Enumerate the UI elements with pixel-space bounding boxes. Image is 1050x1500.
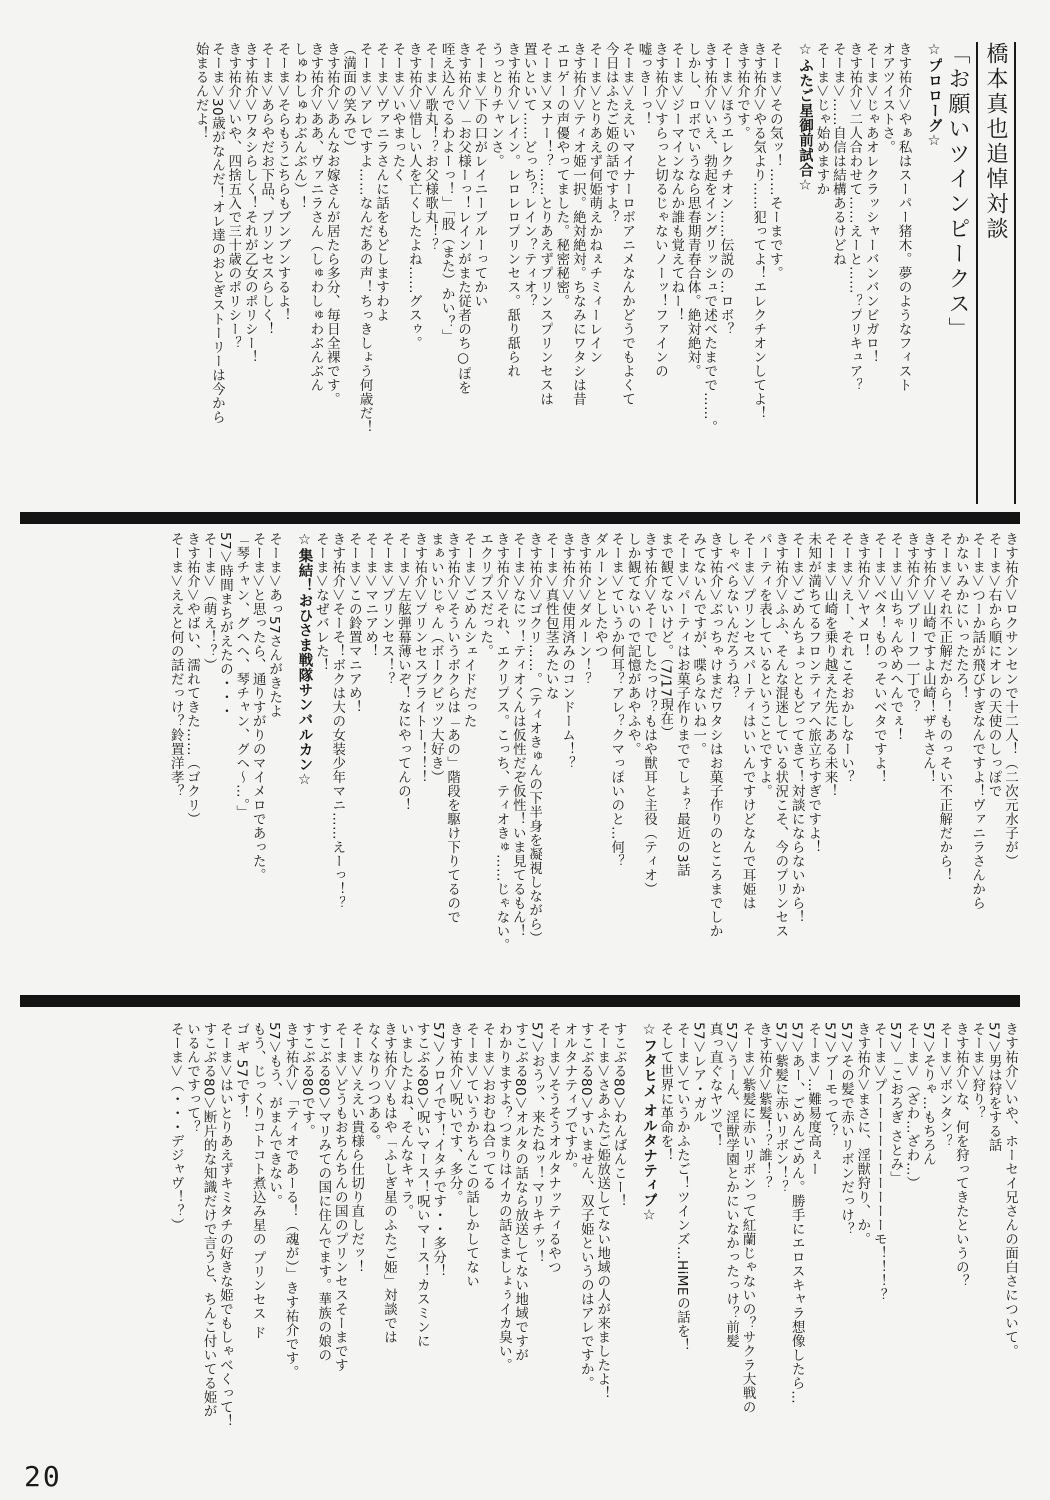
dialogue-line: パーティを表しているということですよ。	[755, 532, 772, 798]
dialogue-line: そーま＞（・・・デジャヴ！？）	[167, 1022, 184, 1232]
dialogue-line: わかりますよ？つまりはイカの話さましょぅイカ臭い。	[495, 1022, 512, 1372]
dialogue-line: そーま＞真性包茎みたいな	[542, 532, 559, 700]
dialogue-line: きす祐介＞ああ、ヴァニラさん（しゅわしゅわぶんぶん	[307, 42, 324, 392]
dialogue-line: オアツイストさ。	[879, 42, 896, 154]
dialogue-line: 未知が満ちてるフロンティアへ旅立ちすぎですよ！	[805, 532, 822, 854]
dialogue-line: きす祐介＞やばい、濡れてきた……（ゴクリ）	[184, 532, 201, 826]
dialogue-line: そーま＞プーーーーーーーーーーモ！！！？	[870, 1022, 887, 1302]
dialogue-section-3	[48, 1022, 1018, 1458]
dialogue-line: そーま＞とりあえず何姫萌えかねぇチミィーレイン	[586, 42, 603, 364]
dialogue-line: きす祐介＞山崎ですよ山崎！ザキさん！	[919, 532, 936, 784]
dialogue-section-1	[48, 42, 1018, 504]
dialogue-line: 57＞ブーモって？	[821, 1022, 838, 1139]
dialogue-line: きす祐介＞いえ、勃起をイングリッシュで述べたまでで……。	[701, 42, 718, 434]
dialogue-line: そーま＞（ざわ…ざわ…）	[903, 1022, 920, 1190]
dialogue-line: きす祐介＞ぶっちゃけまだワタシはお菓子作りのところまでしか	[706, 532, 723, 938]
dialogue-line: きす祐介＞「お父様ーっ！レインがまた従者のち○ぽを	[455, 42, 472, 395]
dialogue-line: 置いといて……どっち？レイン？ティオ？	[520, 42, 537, 308]
dialogue-line: そーま＞あっ57さんがきたよ	[266, 532, 283, 719]
dialogue-line: そーま＞山崎を乗り越えた先にある未来！	[821, 532, 838, 798]
dialogue-line: そーま＞山ちゃんやめへんでぇ！	[887, 532, 904, 742]
dialogue-line: そーま＞左舷弾幕薄いぞ！なにやってんの！	[394, 532, 411, 812]
dialogue-line: そーま＞その気ッ！……そーまです。	[766, 42, 783, 280]
dialogue-line: 57＞あー、ごめんごめん。勝手にエロスキャラ想像したら…	[788, 1022, 805, 1405]
dialogue-line: すこぶる80＞わんばんこー！	[610, 1022, 627, 1209]
dialogue-line: そーま＞つーか話が飛びすぎなんですよ！ヴァニラさんから	[969, 532, 986, 910]
dialogue-line: きす祐介＞ロクサンセンで十二人！（二次元水子が）	[1002, 532, 1018, 868]
dialogue-line: そーま＞えー、それこそおかしなーい？	[837, 532, 854, 784]
dialogue-line: すこぶる80＞断片的な知識だけで言うと、ちんこ付いてる姫が	[200, 1022, 217, 1419]
dialogue-line: そーま＞さあふたご姫放送してない地域の人が来ましたよ！	[594, 1022, 611, 1400]
dialogue-line: まぁいいじゃん（ボークビッツ大好き）	[427, 532, 444, 784]
dialogue-line: そーま＞ジーマインなんか誰も覚えてねー！	[668, 42, 685, 322]
dialogue-line: そーま＞ほうエレクチオン……伝説の…ロボ？	[717, 42, 734, 336]
dialogue-line: そーま＞下の口がレイニーブルーってかい	[471, 42, 488, 308]
dialogue-line: そーま＞ごめんちょっともどってきて！対談にならないから！	[788, 532, 805, 924]
dialogue-line: そーま＞30歳がなんだ！オレ達のおとぎストーリーは今から	[208, 42, 225, 425]
dialogue-line: すこぶる80＞すいません、双子姫というのはアレですか。	[577, 1022, 594, 1391]
dialogue-line: いるんですって？	[184, 1022, 201, 1134]
dialogue-line: そーま＞ごめんシェイドだった	[460, 532, 477, 728]
article-main-title: 「お願いツインピークス」	[942, 42, 978, 504]
dialogue-line: そーま＞アレですよ……なんだあの声！ちっきしょう何歳だ！	[356, 42, 373, 434]
dialogue-line: いましたよね、そんなキャラ。	[397, 1022, 414, 1218]
dialogue-line: きす祐介＞惜しい人を亡くしたよね……グスゥ。	[405, 42, 422, 350]
dialogue-line: そーま＞ていうかふたご！ツインズ…HiMEの話を！	[673, 1022, 690, 1352]
dialogue-line: きす祐介＞ワタシらしく！それが乙女のポリシー！	[241, 42, 258, 364]
dialogue-line: きす祐介＞呪いです、多分。	[446, 1022, 463, 1204]
dialogue-line: 57＞そりゃ…もちろん	[919, 1022, 936, 1167]
dialogue-line: すこぶる80＞マリみての国に住んでます。華族の娘の	[315, 1022, 332, 1363]
dialogue-line: きす祐介＞いや、四捨五入で三十歳のポリシー？	[225, 42, 242, 350]
dialogue-line: そーま＞なにッ！ティオくんは仮性だぞ仮性！いま見てるもん！	[509, 532, 526, 938]
dialogue-line: そーま＞じゃ始めますか	[813, 42, 830, 196]
dialogue-line: もう、じっくりコトコト煮込み星の プリンセス ド	[249, 1022, 266, 1340]
page-number: 20	[24, 1460, 62, 1493]
dialogue-section-2	[48, 532, 1018, 990]
dialogue-line: 嘘っきーっ！	[635, 42, 652, 126]
dialogue-line: きす祐介＞いや、ホーセイ兄さんの面白さについて。	[1002, 1022, 1018, 1358]
dialogue-line: そーま＞あらやだお下品、プリンセスらしく！	[258, 42, 275, 336]
dialogue-line: そーま＞じゃあオレクラッシャーバンバンビガロ！	[862, 42, 879, 364]
dialogue-line: そーま＞狩り？	[969, 1022, 986, 1120]
dialogue-line: そーま＞紫髪に赤いリボンって紅蘭じゃないの？サクラ大戦の	[739, 1022, 756, 1414]
dialogue-line: きす祐介＞やぁ私はスーパー猪木。夢のようなフィスト	[895, 42, 912, 392]
dialogue-line: うっとりチャンさ。	[487, 42, 504, 168]
dialogue-line: そーま＞ヌナー！？……とりあえずプリンスプリンセスは	[537, 42, 554, 406]
dialogue-line: きす祐介＞もはや「ふしぎ星のふたご姫」対談では	[380, 1022, 397, 1344]
dialogue-line: しゃべらないんだろうね？	[723, 532, 740, 700]
dialogue-line: 57＞うーん、淫獣学園とかにいなかったっけ？前髪	[723, 1022, 740, 1349]
dialogue-line: そーま＞マニアめ！	[362, 532, 379, 658]
dialogue-line: 始まるんだよ！	[192, 42, 209, 140]
dialogue-line: きす祐介＞使用済みのコンドーム！？	[559, 532, 576, 770]
dialogue-line: 57＞もう、がまんできない。	[266, 1022, 283, 1209]
dialogue-line: そーま＞どうもおちんちんの国のプリンセスそーまです	[331, 1022, 348, 1372]
dialogue-line: きす祐介＞あんなお嫁さんが居たら多分、毎日全裸です。	[323, 42, 340, 406]
dialogue-line: きす祐介＞レイン。レロレロプリンセス。舐り舐られ	[504, 42, 521, 378]
dialogue-line: そーま＞おおむね合ってる	[479, 1022, 496, 1190]
dialogue-line: そーま＞そらもうこちらもブンブンするよ！	[274, 42, 291, 322]
dialogue-line: きす祐介＞ヤメロ！	[854, 532, 871, 658]
dialogue-line: ダルーンとしたやつ	[591, 532, 608, 658]
dialogue-line: きす祐介＞プリンセスブライトー！！！	[411, 532, 428, 784]
section-heading-prologue: ☆プロローグ☆	[926, 42, 942, 150]
dialogue-line: 今日はふたご姫の話ですよ？	[602, 42, 619, 224]
dialogue-line: きす祐介＞そーそ！ボクは大の女装少年マニ……えーっ！？	[329, 532, 346, 910]
dialogue-line: そーま＞歌丸！？お父様歌丸！？	[422, 42, 439, 252]
dialogue-line: 「琴チャン、グヘヘ、琴チャン、グヘ〜…。」	[233, 532, 250, 820]
dialogue-line: 57＞その髪で赤いリボンだっけ？	[837, 1022, 854, 1237]
dialogue-line: ゴ ギ 57です！	[233, 1022, 250, 1120]
dialogue-line: きす祐介です。	[733, 42, 750, 140]
dialogue-line: （満面の笑みで）	[340, 42, 357, 154]
section-heading-futahime: ☆フタヒメ オルタナティブ☆	[641, 1022, 658, 1225]
dialogue-line: きす祐介＞それ、エクリプス。こっち、ティオきゅ……じゃない。	[493, 532, 510, 952]
dialogue-line: きす祐介＞そういうボクらは「あの」階段を駆け下りてるので	[444, 532, 461, 924]
dialogue-line: そーま＞なぜバレた！	[312, 532, 329, 672]
dialogue-line: きす祐介＞紫髪！？誰！？	[755, 1022, 772, 1190]
dialogue-line: そーま＞プリンセス！？	[378, 532, 395, 686]
dialogue-line: エロゲーの声優やってました。秘密秘密。	[553, 42, 570, 308]
dialogue-line: そーま＞ていうか何耳？アレ？クマっぽいのと…何？	[608, 532, 625, 868]
dialogue-line: そして世界に革命を！	[657, 1022, 674, 1162]
section-divider	[20, 512, 1020, 524]
dialogue-line: しかし、ロボでいうなら思春期青春合体。絶対絶対。	[684, 42, 701, 378]
dialogue-line: そーま＞プリンセスパーティはいいんですけどなんで耳姫は	[739, 532, 756, 910]
dialogue-line: そーま＞はいとりあえずキミタチの好きな姫でもしゃべくって！	[216, 1022, 233, 1428]
section-divider	[20, 995, 1020, 1007]
dialogue-line: みてないんですが、喋らないね一。	[690, 532, 707, 756]
dialogue-line: そーま＞右から順にオレの天使のしっぽで	[985, 532, 1002, 798]
dialogue-line: 57＞ノロイです！イタチです・・多分！	[430, 1022, 447, 1279]
dialogue-line: なくなりつつある。	[364, 1022, 381, 1148]
dialogue-line: そーま＞パーティはお菓子作りまででしょ？最近の3話	[673, 532, 690, 878]
dialogue-line: しか観てないので記憶があやふや。	[624, 532, 641, 756]
dialogue-line: きす祐介＞まさに、淫獣狩り、か。	[854, 1022, 871, 1246]
dialogue-line: そーま＞そうそうオルタナッティるやつ	[545, 1022, 562, 1274]
dialogue-line: 57＞おうッ、来たねッ！マリキチッ！	[528, 1022, 545, 1265]
dialogue-line: 57＞「こおろぎ さとみ」	[887, 1022, 904, 1185]
dialogue-line: そーま＞ええと何の話だっけ？鈴置洋孝？	[167, 532, 184, 798]
section-heading-sunvulcan: ☆集結！おひさま戦隊サンバルカン☆	[296, 532, 313, 789]
dialogue-line: きす祐介＞ブリーフ一丁で？	[903, 532, 920, 714]
dialogue-line: きす祐介＞ふふ、そんな混迷している状況こそ、今のプリンセス	[772, 532, 789, 938]
dialogue-line: きす祐介＞二人合わせて……えーと……？プリキュア？	[846, 42, 863, 392]
section-heading-match: ☆ふたご星御前試合☆	[797, 42, 814, 194]
dialogue-line: きす祐介＞すらっと切るじゃないノーッ！ファインの	[651, 42, 668, 378]
dialogue-line: すこぶる80です。	[298, 1022, 315, 1139]
dialogue-line: まで観てないけど。（7/17現在）	[657, 532, 674, 740]
dialogue-line: そーま＞この鈴置マニアめ！	[345, 532, 362, 714]
dialogue-line: きす祐介＞ダルーン！？	[575, 532, 592, 686]
dialogue-line: きす祐介＞ティオ姫一択。絶対絶対。ちなみにワタシは昔	[569, 42, 586, 406]
dialogue-line: 57＞男は狩をする話	[985, 1022, 1002, 1153]
dialogue-line: 57＞レア・ガル	[690, 1022, 707, 1125]
dialogue-line: きす祐介＞ゴクリ……。（ティオきゅんの下半身を凝視しながら）	[526, 532, 543, 946]
dialogue-line: 咥え込んでるわよーっ！」「股（また）かい？」	[438, 42, 455, 344]
dialogue-line: そーま＞ヴァニラさんに話をもどしますわよ	[373, 42, 389, 322]
dialogue-line: そーま＞…難易度高ぇー	[805, 1022, 822, 1176]
dialogue-line: 57＞紫髪に赤いリボン！？	[772, 1022, 789, 1195]
article-title: 橋本真也追悼対談	[980, 42, 1016, 504]
dialogue-line: そーま＞……自信は結構あるけどね	[829, 42, 846, 266]
dialogue-line: きす祐介＞やる気より……犯ってよ！エレクチオンしてよ！	[750, 42, 767, 420]
dialogue-line: 57＞時間まちがえたの・・・	[216, 532, 233, 719]
dialogue-line: エクリプスだった。	[477, 532, 493, 658]
dialogue-line: そーま＞ていうかちんこの話しかしてない	[463, 1022, 479, 1288]
dialogue-line: きす祐介＞な、何を狩ってきたというの？	[952, 1022, 969, 1288]
dialogue-line: そーま＞それ不正解だから！ものっそい不正解だから！	[936, 532, 953, 882]
dialogue-line: すこぶる80＞呪いマース！呪いマース！カスミンに	[413, 1022, 430, 1349]
dialogue-line: そーま＞ベタ！ものっそいベタですよ！	[870, 532, 887, 784]
dialogue-line: きす祐介＞「ティオであーる！（魂が）」きす祐介です。	[282, 1022, 299, 1380]
dialogue-line: そーま＞ボンタン？	[936, 1022, 953, 1148]
dialogue-line: しゅわしゅわぶんぶん）！	[290, 42, 307, 210]
dialogue-line: そーま＞いやまったく	[389, 42, 406, 182]
dialogue-line: そーま＞ええいマイナーロボアニメなんかどうでもよくて	[619, 42, 636, 406]
dialogue-line: かないみかにいったたろ！	[952, 532, 969, 700]
dialogue-line: 真っ直ぐなヤツで！	[706, 1022, 723, 1148]
dialogue-line: きす祐介＞そーでしたっけ？もはや獣耳と主役（ティオ）	[641, 532, 658, 896]
dialogue-line: すこぶる80＞オルタの話なら放送してない地域ですが	[512, 1022, 529, 1363]
dialogue-line: そーま＞ええい貴様ら仕切り直しだッ！	[348, 1022, 365, 1274]
dialogue-line: そーま＞（萌え！？）	[200, 532, 217, 672]
dialogue-line: オルタナティブですか。	[561, 1022, 578, 1176]
dialogue-line: そーま＞と思ったら、通りすがりのマイメロであった。	[249, 532, 266, 882]
